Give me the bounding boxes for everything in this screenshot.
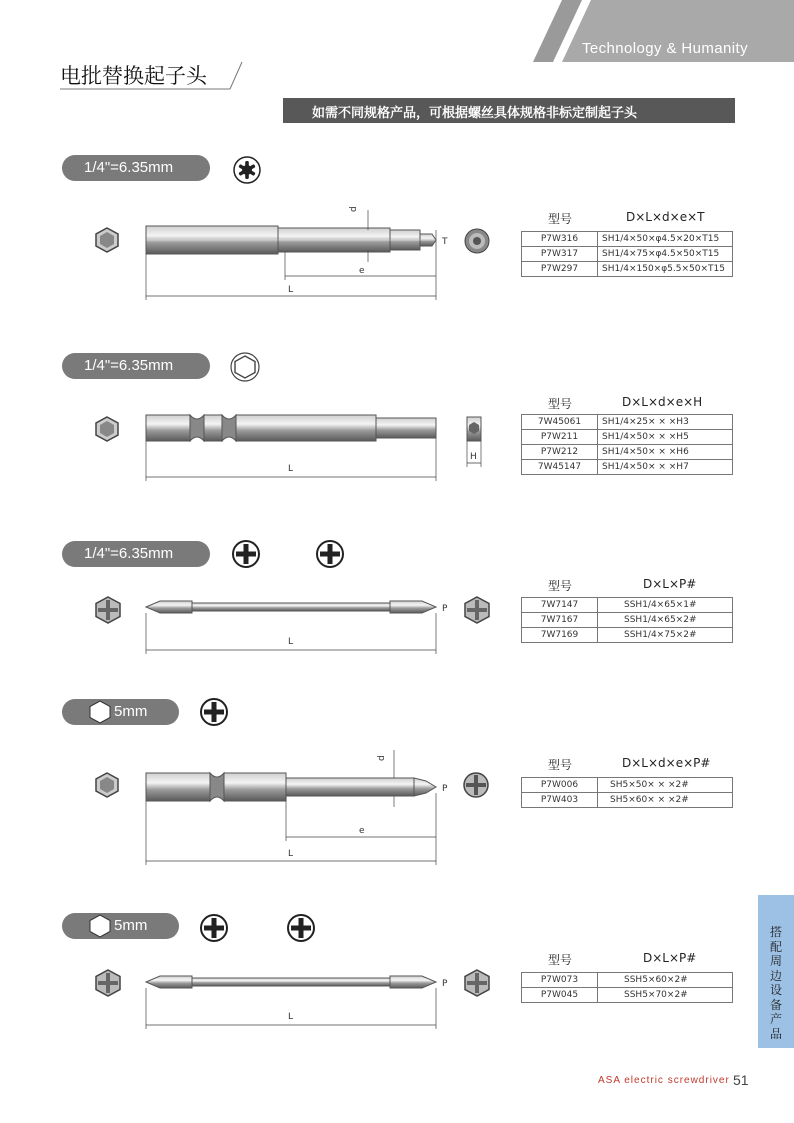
dim-L-label: L xyxy=(288,464,294,474)
table-row: P7W045 SSH5×70×2# xyxy=(522,988,733,1003)
phillips-end-icon xyxy=(463,969,491,997)
phillips-icon xyxy=(316,540,344,568)
phillips-end-icon xyxy=(94,969,122,997)
phillips-end-icon xyxy=(94,596,122,624)
table-row: P7W073 SSH5×60×2# xyxy=(522,973,733,988)
table-row: P7W006 SH5×50× × ×2# xyxy=(522,778,733,793)
title-underline xyxy=(60,60,250,92)
table-row: P7W212 SH1/4×50× × ×H6 xyxy=(522,445,733,460)
hex-end-icon xyxy=(94,227,120,253)
footer-text: ASA electric screwdriver xyxy=(598,1075,730,1086)
hex-bit-drawing xyxy=(140,405,460,485)
torx-tip-icon xyxy=(463,227,491,255)
torx-bit-drawing xyxy=(140,200,460,305)
spec-header: D×L×d×e×P# xyxy=(622,756,711,770)
table-row: P7W403 SH5×60× × ×2# xyxy=(522,793,733,808)
hexagon-icon xyxy=(88,914,112,938)
dim-e-label: e xyxy=(359,826,365,836)
phillips-icon xyxy=(200,698,228,726)
size-pill: 1/4"=6.35mm xyxy=(62,353,210,379)
dim-d-label: d xyxy=(377,755,387,761)
dim-e-label: e xyxy=(359,266,365,276)
spec-table xyxy=(521,414,733,475)
phillips-icon xyxy=(287,914,315,942)
dim-L-label: L xyxy=(288,849,294,859)
phillips-icon xyxy=(232,540,260,568)
spec-header: D×L×d×e×H xyxy=(622,395,703,409)
phillips-bit-drawing xyxy=(140,745,460,870)
spec-table xyxy=(521,972,733,1003)
model-header: 型号 xyxy=(548,758,573,772)
model-header: 型号 xyxy=(548,397,573,411)
double-phillips-bit-drawing xyxy=(140,592,460,658)
table-row: 7W45147 SH1/4×50× × ×H7 xyxy=(522,460,733,475)
model-header: 型号 xyxy=(548,579,573,593)
spec-table xyxy=(521,777,733,808)
table-row: 7W7167 SSH1/4×65×2# xyxy=(522,613,733,628)
dim-H-label: H xyxy=(470,452,477,462)
spec-table xyxy=(521,597,733,643)
hex-socket-icon xyxy=(230,352,260,382)
spec-header: D×L×P# xyxy=(643,951,697,965)
size-pill: 1/4"=6.35mm xyxy=(62,541,210,567)
brand-tagline: Technology & Humanity xyxy=(582,40,748,57)
tip-P-label: P xyxy=(442,979,448,989)
side-tab-label: 搭配周边设备产品 xyxy=(769,925,782,1041)
phillips-tip-icon xyxy=(463,772,489,798)
page-subtitle: 如需不同规格产品，可根据螺丝具体规格非标定制起子头 xyxy=(312,106,638,121)
hex-end-icon xyxy=(94,772,120,798)
size-pill: 1/4"=6.35mm xyxy=(62,155,210,181)
double-phillips-bit-drawing xyxy=(140,967,460,1033)
phillips-end-icon xyxy=(463,596,491,624)
page-number: 51 xyxy=(733,1072,749,1088)
table-row: 7W45061 SH1/4×25× × ×H3 xyxy=(522,415,733,430)
spec-header: D×L×P# xyxy=(643,577,697,591)
spec-header: D×L×d×e×T xyxy=(626,210,705,224)
hex-end-icon xyxy=(94,416,120,442)
tip-T-label: T xyxy=(442,237,448,247)
hex-tip-drawing xyxy=(462,415,492,470)
phillips-icon xyxy=(200,914,228,942)
table-row: 7W7147 SSH1/4×65×1# xyxy=(522,598,733,613)
dim-L-label: L xyxy=(288,637,294,647)
tip-P-label: P xyxy=(442,784,448,794)
torx-icon xyxy=(233,156,261,184)
size-pill: 5mm xyxy=(62,913,179,939)
spec-table xyxy=(521,231,733,277)
table-row: P7W317 SH1/4×75×φ4.5×50×T15 xyxy=(522,247,733,262)
size-pill: 5mm xyxy=(62,699,179,725)
table-row: P7W211 SH1/4×50× × ×H5 xyxy=(522,430,733,445)
hexagon-icon xyxy=(88,700,112,724)
page-title: 电批替换起子头 xyxy=(60,64,207,88)
dim-L-label: L xyxy=(288,1012,294,1022)
table-row: P7W316 SH1/4×50×φ4.5×20×T15 xyxy=(522,232,733,247)
dim-d-label: d xyxy=(349,206,359,212)
table-row: 7W7169 SSH1/4×75×2# xyxy=(522,628,733,643)
tip-P-label: P xyxy=(442,604,448,614)
model-header: 型号 xyxy=(548,953,573,967)
model-header: 型号 xyxy=(548,212,573,226)
dim-L-label: L xyxy=(288,285,294,295)
table-row: P7W297 SH1/4×150×φ5.5×50×T15 xyxy=(522,262,733,277)
